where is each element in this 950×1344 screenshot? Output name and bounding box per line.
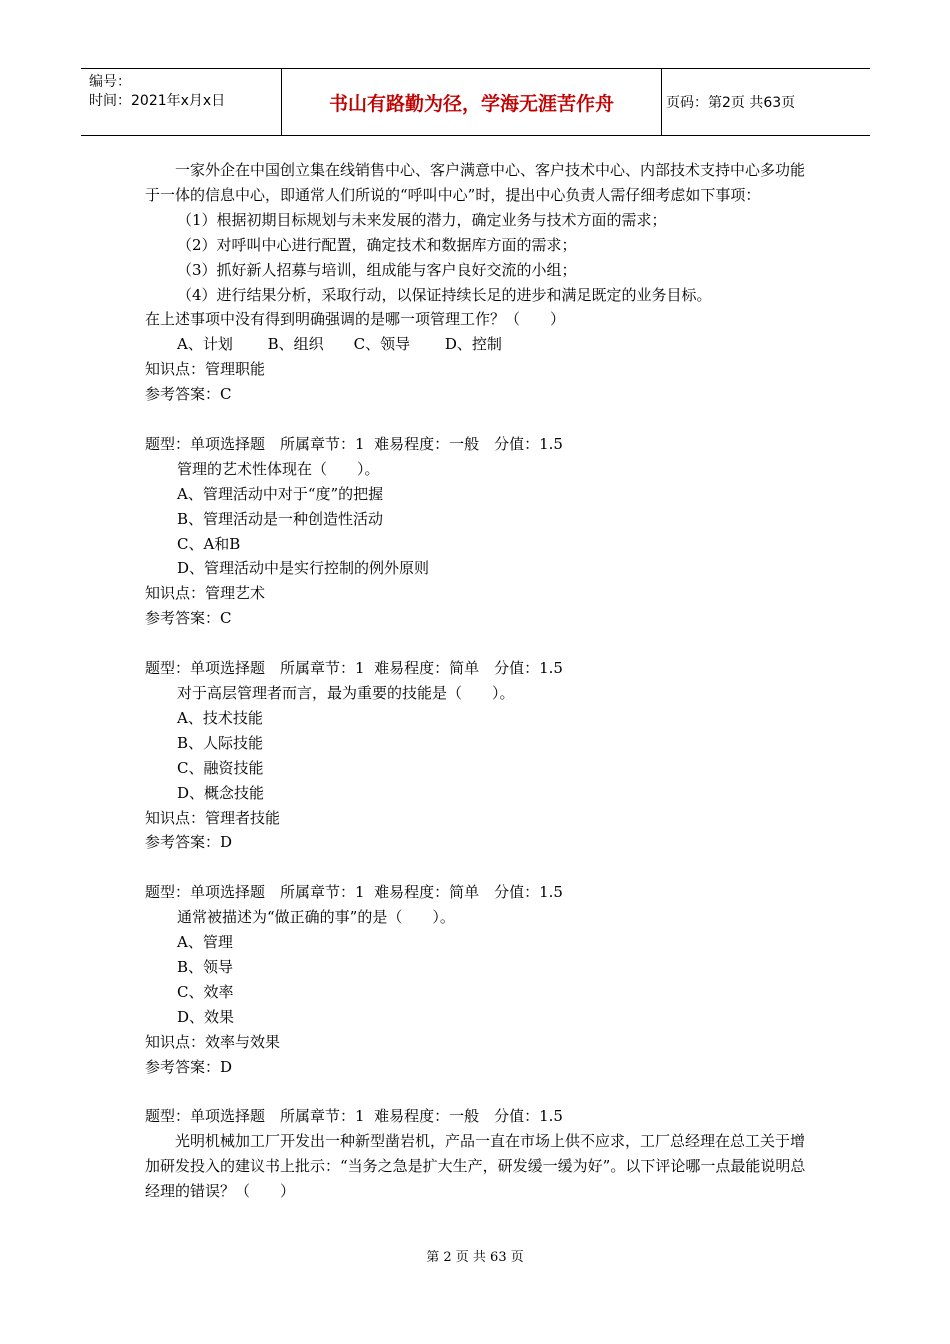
intro-item: （4）进行结果分析，采取行动，以保证持续长足的进步和满足既定的业务目标。: [177, 285, 712, 304]
question-option: C、A和B: [177, 534, 241, 553]
question-option: B、人际技能: [177, 733, 264, 752]
header-motto: 书山有路勤为径，学海无涯苦作舟: [281, 69, 662, 135]
knowledge-point: 知识点：管理艺术: [145, 584, 266, 603]
knowledge-point: 知识点：管理职能: [145, 360, 266, 379]
question-option: D、概念技能: [177, 783, 265, 802]
reference-answer: 参考答案：C: [145, 385, 232, 404]
page-footer: 第 2 页 共 63 页: [426, 1250, 524, 1265]
question-stem: 对于高层管理者而言，最为重要的技能是（ ）。: [177, 684, 515, 702]
question-meta: 题型：单项选择题 所属章节：1 难易程度：一般 分值：1.5: [145, 434, 563, 453]
document-date: 时间：2021年x月x日: [89, 93, 226, 109]
question-option: B、管理活动是一种创造性活动: [177, 509, 384, 528]
question-option: A、管理: [177, 933, 233, 952]
question-option: B、领导: [177, 957, 234, 976]
question-option: A、技术技能: [177, 708, 263, 727]
question-meta: 题型：单项选择题 所属章节：1 难易程度：简单 分值：1.5: [145, 659, 563, 678]
intro-item: （1）根据初期目标规划与未来发展的潜力，确定业务与技术方面的需求；: [177, 210, 667, 229]
question-meta: 题型：单项选择题 所属章节：1 难易程度：一般 分值：1.5: [145, 1107, 563, 1126]
spacer: [145, 1079, 810, 1104]
page-header: [81, 68, 870, 136]
header-page-info: 页码：第2页 共63页: [666, 95, 796, 111]
reference-answer: 参考答案：D: [145, 1057, 233, 1076]
document-number-label: 编号：: [89, 74, 131, 90]
question-meta: 题型：单项选择题 所属章节：1 难易程度：简单 分值：1.5: [145, 883, 563, 902]
question-option: C、效率: [177, 982, 234, 1001]
question-option: D、效果: [177, 1007, 235, 1026]
intro-paragraph: 一家外企在中国创立集在线销售中心、客户满意中心、客户技术中心、内部技术支持中心多功能于一体的信息中心，即通常人们所说的“呼叫中心”时，提出中心负责人需仔细考虑如下事项：: [145, 161, 806, 204]
question-stem: 光明机械加工厂开发出一种新型凿岩机，产品一直在市场上供不应求，工厂总经理在总工关于增加研发投入的建议书上批示：“当务之急是扩大生产，研发缓一缓为好”。以下评论哪一点最能说明总经理的错误？（ ）: [145, 1132, 806, 1201]
question-stem: 管理的艺术性体现在（ ）。: [177, 459, 380, 478]
reference-answer: 参考答案：D: [145, 833, 233, 852]
question-option: C、融资技能: [177, 758, 264, 777]
intro-question: 在上述事项中没有得到明确强调的是哪一项管理工作？（ ）: [145, 310, 566, 329]
spacer: [145, 631, 810, 656]
question-stem: 通常被描述为“做正确的事”的是（ ）。: [177, 908, 455, 927]
document-body: [145, 158, 810, 1204]
question-option: A、管理活动中对于“度”的把握: [177, 484, 384, 503]
spacer: [145, 855, 810, 880]
intro-item: （2）对呼叫中心进行配置，确定技术和数据库方面的需求；: [177, 235, 577, 254]
intro-options: A、计划 B、组织 C、领导 D、控制: [177, 335, 502, 354]
spacer: [145, 407, 810, 432]
header-left-cell: [81, 69, 281, 135]
reference-answer: 参考答案：C: [145, 609, 232, 628]
knowledge-point: 知识点：效率与效果: [145, 1032, 281, 1051]
intro-item: （3）抓好新人招募与培训，组成能与客户良好交流的小组；: [177, 260, 577, 279]
knowledge-point: 知识点：管理者技能: [145, 808, 281, 827]
question-option: D、管理活动中是实行控制的例外原则: [177, 559, 430, 578]
